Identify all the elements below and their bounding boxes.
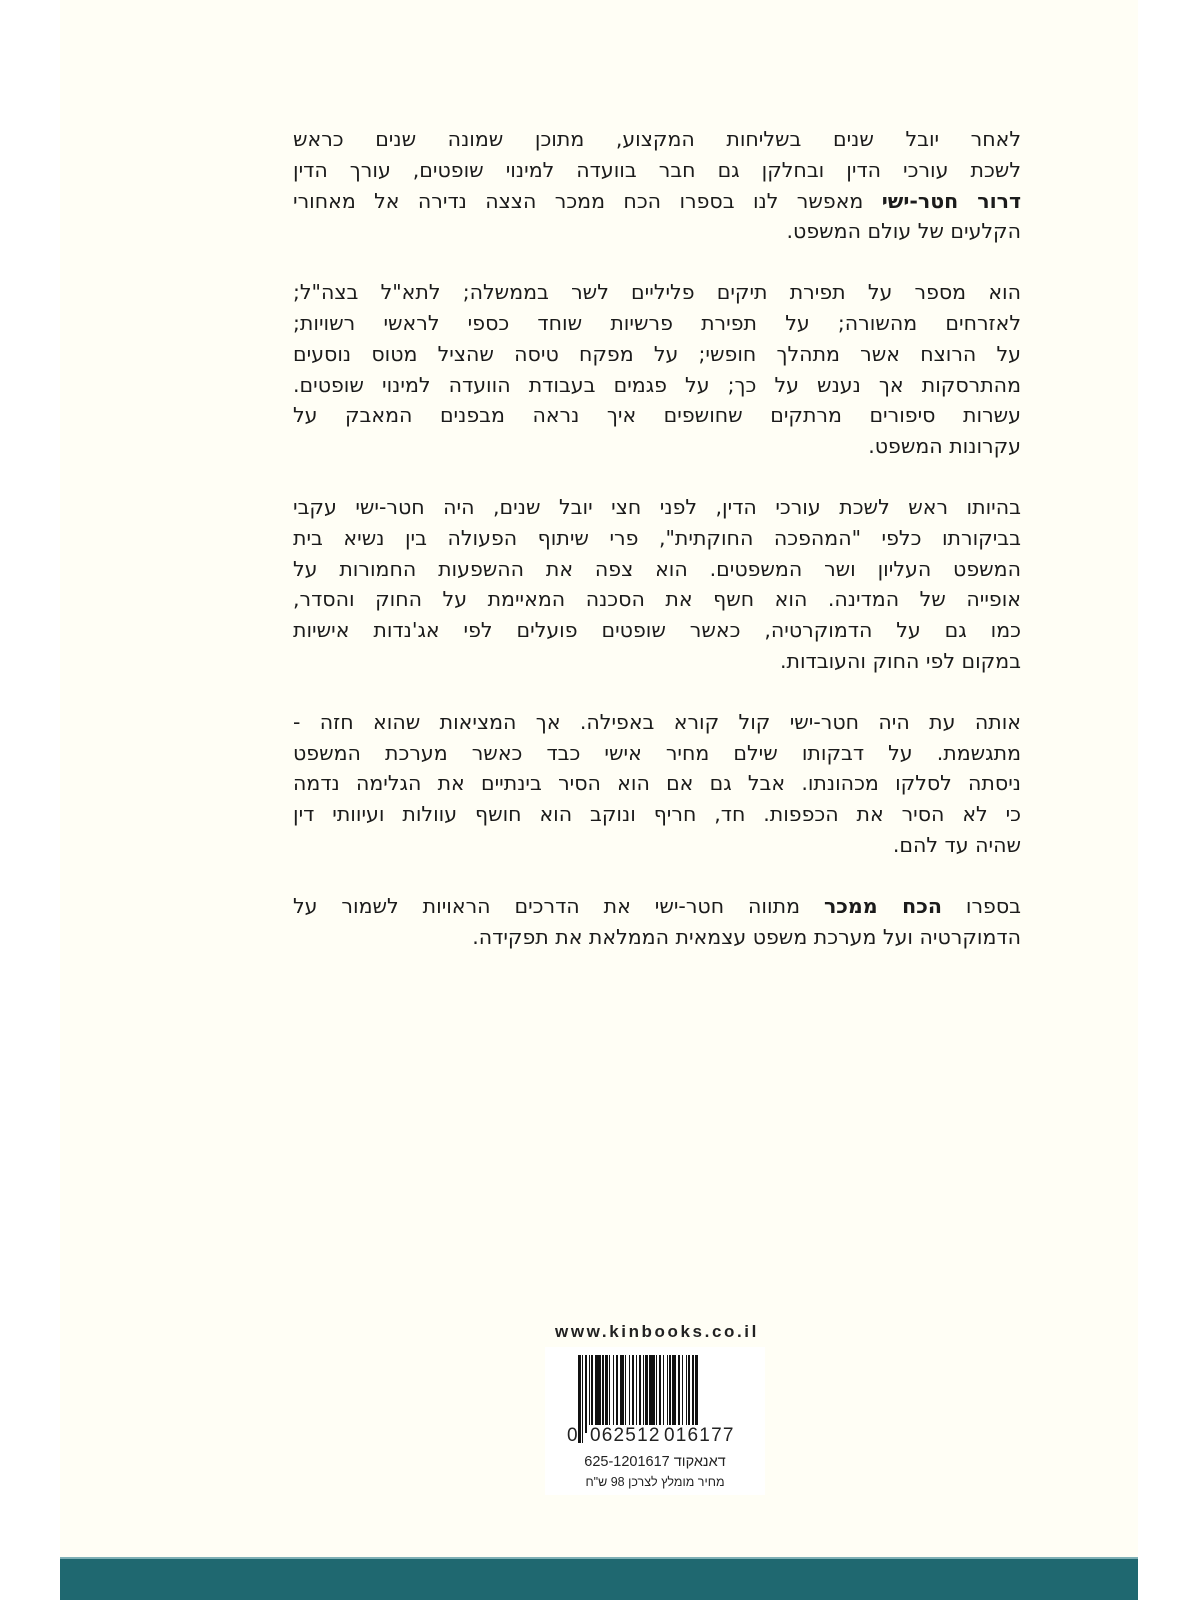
blurb-text bbox=[293, 124, 1021, 982]
blurb-line bbox=[293, 400, 1021, 431]
blurb-line bbox=[293, 492, 1021, 523]
text-run: לשכת עורכי הדין ובחלקן גם חבר בוועדה למינוי שופטים, עורך הדין bbox=[293, 157, 1021, 182]
blurb-line bbox=[293, 339, 1021, 370]
blurb-line bbox=[293, 922, 1021, 953]
recommended-price: מחיר מומלץ לצרכן 98 ש"ח bbox=[585, 1475, 725, 1489]
barcode-right-digits: 016177 bbox=[664, 1425, 735, 1446]
danacode-number: 625-1201617 bbox=[584, 1454, 670, 1470]
blurb-line bbox=[293, 615, 1021, 646]
blurb-paragraph bbox=[293, 891, 1021, 953]
blurb-line bbox=[293, 830, 1021, 861]
blurb-line bbox=[293, 431, 1021, 462]
blurb-line bbox=[293, 738, 1021, 769]
blurb-line bbox=[293, 308, 1021, 339]
text-run: כי לא הסיר את הכפפות. חד, חריף ונוקב הוא חושף עוולות ועיוותי דין bbox=[293, 802, 1021, 827]
text-run: בהיותו ראש לשכת עורכי הדין, לפני חצי יובל שנים, היה חטר-ישי עקבי bbox=[293, 494, 1021, 519]
text-run: מתווה חטר-ישי את הדרכים הראויות לשמור על bbox=[293, 893, 824, 918]
text-run: המשפט העליון ושר המשפטים. הוא צפה את ההשפעות החמורות על bbox=[293, 556, 1021, 581]
blurb-line bbox=[293, 799, 1021, 830]
barcode-label bbox=[545, 1347, 765, 1495]
text-run: אופייה של המדינה. הוא חשף את הסכנה המאיימת על החוק והסדר, bbox=[293, 587, 1021, 612]
text-run: מהתרסקות אך נענש על כך; על פגמים בעבודת הוועדה למינוי שופטים. bbox=[293, 372, 1021, 397]
bold-phrase: הכח ממכר bbox=[823, 893, 942, 918]
danacode-label: דאנאקוד bbox=[673, 1454, 726, 1470]
blurb-line bbox=[293, 155, 1021, 186]
text-run: בספרו bbox=[941, 893, 1021, 918]
text-run: על הרוצח אשר מתהלך חופשי; על מפקח טיסה שהציל מטוס נוסעים bbox=[293, 341, 1021, 366]
text-run: ניסתה לסלקו מכהונתו. אבל גם אם הוא הסיר בינתיים את הגלימה נדמה bbox=[293, 771, 1021, 796]
blurb-line bbox=[293, 891, 1021, 922]
blurb-line bbox=[293, 584, 1021, 615]
blurb-paragraph bbox=[293, 277, 1021, 462]
barcode-system-digit: 0 bbox=[567, 1425, 579, 1446]
text-run: מאפשר לנו בספרו הכח ממכר הצצה נדירה אל מאחורי bbox=[293, 188, 882, 213]
barcode-left-digits: 062512 bbox=[590, 1425, 661, 1446]
blurb-paragraph bbox=[293, 492, 1021, 677]
blurb-paragraph bbox=[293, 124, 1021, 247]
blurb-line bbox=[293, 707, 1021, 738]
text-run: לאזרחים מהשורה; על תפירת פרשיות שוחד כספי לראשי רשויות; bbox=[293, 310, 1021, 335]
blurb-line bbox=[293, 523, 1021, 554]
text-run: אותה עת היה חטר-ישי קול קורא באפילה. אך המציאות שהוא חזה - bbox=[293, 709, 1021, 734]
text-run: הקלעים של עולם המשפט. bbox=[786, 219, 1021, 244]
blurb-line bbox=[293, 554, 1021, 585]
text-run: שהיה עד להם. bbox=[892, 832, 1021, 857]
blurb-line bbox=[293, 768, 1021, 799]
bottom-color-band bbox=[60, 1557, 1138, 1600]
blurb-line bbox=[293, 646, 1021, 677]
text-run: עקרונות המשפט. bbox=[868, 434, 1021, 459]
blurb-line bbox=[293, 216, 1021, 247]
blurb-line bbox=[293, 277, 1021, 308]
blurb-paragraph bbox=[293, 707, 1021, 861]
blurb-line bbox=[293, 186, 1021, 217]
text-run: הדמוקרטיה ועל מערכת משפט עצמאית הממלאת את תפקידה. bbox=[472, 924, 1021, 949]
bold-phrase: דרור חטר-ישי bbox=[881, 188, 1021, 213]
text-run: מתגשמת. על דבקותו שילם מחיר אישי כבד כאשר מערכת המשפט bbox=[293, 740, 1021, 765]
danacode bbox=[545, 1454, 765, 1470]
text-run: במקום לפי החוק והעובדות. bbox=[779, 648, 1021, 673]
blurb-line bbox=[293, 124, 1021, 155]
text-run: עשרות סיפורים מרתקים שחושפים איך נראה מבפנים המאבק על bbox=[293, 403, 1021, 428]
text-run: לאחר יובל שנים בשליחות המקצוע, מתוכן שמונה שנים כראש bbox=[293, 127, 1021, 151]
text-run: בביקורתו כלפי "המהפכה החוקתית", פרי שיתוף הפעולה בין נשיא בית bbox=[293, 525, 1021, 550]
text-run: כמו גם על הדמוקרטיה, כאשר שופטים פועלים לפי אג'נדות אישיות bbox=[293, 618, 1021, 643]
publisher-website[interactable]: www.kinbooks.co.il bbox=[555, 1322, 759, 1341]
text-run: הוא מספר על תפירת תיקים פליליים לשר בממשלה; לתא"ל בצה"ל; bbox=[293, 280, 1021, 305]
blurb-line bbox=[293, 370, 1021, 401]
